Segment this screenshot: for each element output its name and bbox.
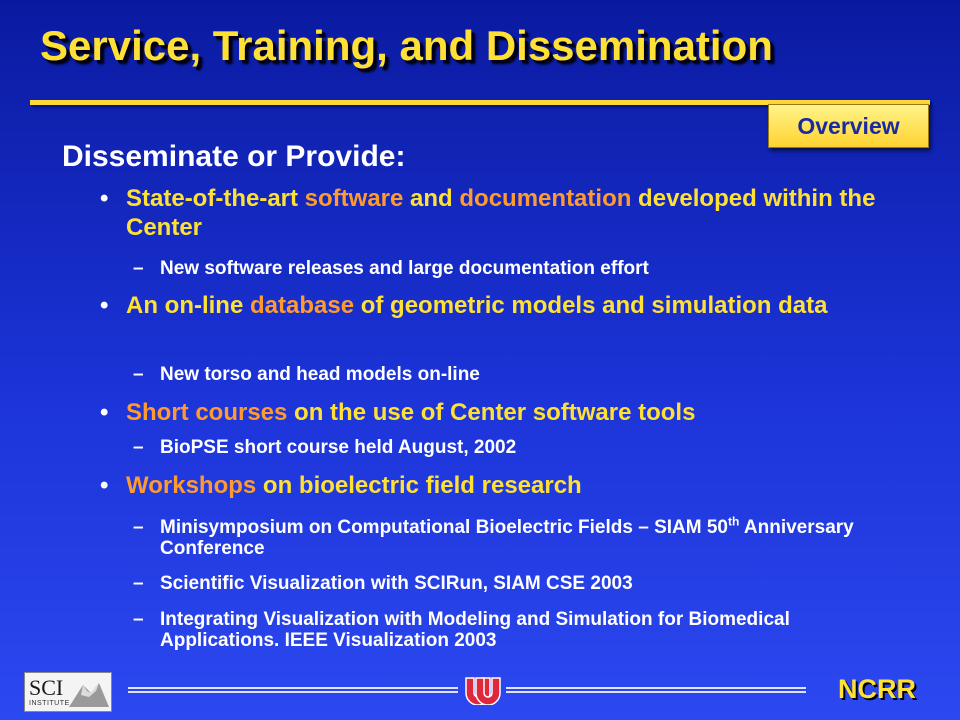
slide-title: Service, Training, and Dissemination — [40, 22, 773, 69]
sub-bullet-item — [133, 437, 893, 458]
sub-bullet-text: Scientific Visualization with SCIRun, SIAM CSE 2003 — [160, 573, 633, 594]
footer-rule-left — [128, 687, 458, 693]
sub-bullet-item — [133, 258, 893, 279]
bullet-marker: • — [100, 292, 109, 319]
sub-bullet-text: New torso and head models on-line — [160, 364, 480, 385]
dash-marker: – — [133, 573, 144, 594]
bullet-text: An on-line database of geometric models and simulation data — [126, 292, 828, 319]
bullet-marker: • — [100, 399, 109, 426]
bullet-marker: • — [100, 472, 109, 499]
sub-bullet-item — [133, 609, 893, 651]
sci-logo-text: SCI — [29, 675, 64, 700]
sub-bullet-text: Integrating Visualization with Modeling and Simulation for Biomedical Applications. IEEE Visualization 2003 — [160, 609, 790, 651]
bullet-item — [100, 398, 890, 427]
sub-bullet-text: New software releases and large documentation effort — [160, 258, 649, 279]
mountain-icon — [69, 679, 109, 707]
dash-marker: – — [133, 258, 144, 279]
university-of-utah-logo — [462, 675, 502, 705]
dash-marker: – — [133, 364, 144, 385]
dash-marker: – — [133, 517, 144, 538]
bullet-text: Workshops on bioelectric field research — [126, 472, 582, 499]
sub-bullet-item — [133, 364, 893, 385]
overview-badge: Overview — [768, 104, 929, 148]
footer-rule-right — [506, 687, 806, 693]
sub-bullet-text: Minisymposium on Computational Bioelectric Fields – SIAM 50th Anniversary Conference — [160, 514, 854, 559]
sub-bullet-item — [133, 514, 893, 559]
bullet-item — [100, 184, 890, 242]
sci-institute-logo — [24, 672, 112, 712]
section-heading: Disseminate or Provide: — [62, 140, 406, 173]
bullet-text: Short courses on the use of Center software tools — [126, 399, 696, 426]
bullet-item — [100, 291, 890, 320]
sci-logo-subtext: INSTITUTE — [29, 700, 70, 707]
sub-bullet-item — [133, 573, 893, 594]
ncrr-logo-text: NCRR — [838, 674, 916, 704]
bullet-text: State-of-the-art software and documentation developed within the Center — [126, 185, 876, 241]
bullet-marker: • — [100, 185, 109, 212]
sub-bullet-text: BioPSE short course held August, 2002 — [160, 437, 517, 458]
dash-marker: – — [133, 609, 144, 630]
dash-marker: – — [133, 437, 144, 458]
bullet-item — [100, 471, 890, 500]
